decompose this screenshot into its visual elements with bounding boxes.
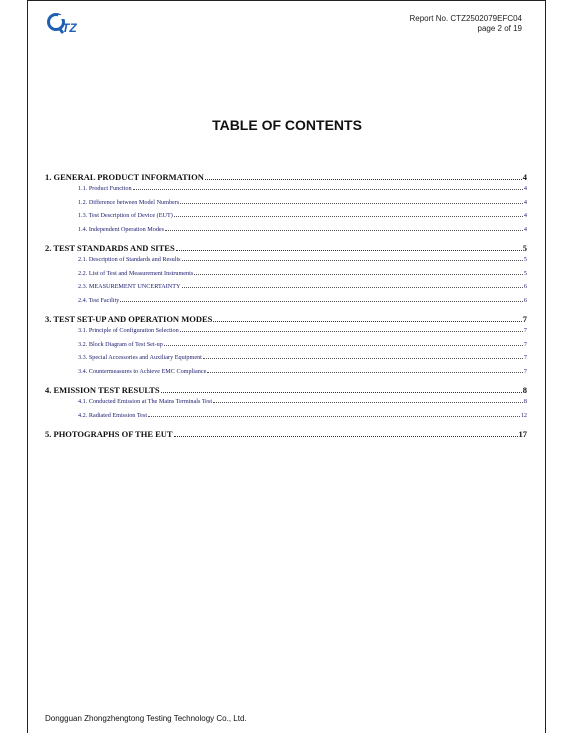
- toc-page: 6: [523, 283, 527, 290]
- company-footer: Dongguan Zhongzhengtong Testing Technology Co., Ltd.: [45, 714, 247, 723]
- dot-leader: [165, 226, 523, 231]
- toc-subsection-3-3[interactable]: [45, 354, 527, 368]
- dot-leader: [194, 270, 523, 275]
- dot-leader: [180, 199, 523, 204]
- toc-subsection-2-1[interactable]: [45, 256, 527, 270]
- dot-leader: [164, 341, 523, 346]
- toc-page: 7: [523, 327, 527, 334]
- toc-page: 4: [523, 212, 527, 219]
- toc-section-3[interactable]: [45, 314, 527, 327]
- toc-label: 4. EMISSION TEST RESULTS: [45, 385, 160, 395]
- toc-label: 1. GENERAL PRODUCT INFORMATION: [45, 172, 204, 182]
- toc-subsection-1-3[interactable]: [45, 212, 527, 226]
- toc-label: 2.4. Test Facility: [78, 296, 120, 304]
- report-number: Report No. CTZ2502079EFC04: [409, 14, 522, 23]
- page-number: page 2 of 19: [477, 24, 522, 33]
- toc-label: 3.2. Block Diagram of Test Set-up: [78, 340, 163, 348]
- toc-section-2[interactable]: [45, 243, 527, 256]
- toc-label: 1.2. Difference between Model Numbers: [78, 198, 180, 206]
- table-of-contents: [45, 172, 527, 442]
- toc-subsection-2-2[interactable]: [45, 270, 527, 284]
- toc-label: 2. TEST STANDARDS AND SITES: [45, 243, 175, 253]
- toc-page: 4: [523, 198, 527, 206]
- dot-leader: [161, 387, 522, 393]
- toc-label: 3. TEST SET-UP AND OPERATION MODES: [45, 314, 213, 324]
- toc-section-4[interactable]: [45, 385, 527, 398]
- toc-subsection-3-1[interactable]: [45, 327, 527, 341]
- toc-page: 7: [523, 354, 527, 361]
- dot-leader: [148, 412, 520, 417]
- toc-subsection-4-2[interactable]: [45, 412, 527, 426]
- toc-label: 4.1. Conducted Emission at The Mains Terminals Test: [78, 398, 213, 405]
- toc-page: 7: [522, 314, 527, 324]
- dot-leader: [182, 283, 523, 288]
- company-logo: [47, 12, 83, 34]
- toc-page: 8: [523, 398, 527, 405]
- toc-page: 5: [523, 269, 527, 277]
- report-header: [410, 14, 523, 34]
- dot-leader: [182, 256, 523, 261]
- toc-page: 12: [520, 411, 527, 419]
- toc-label: 3.4. Countermeasures to Achieve EMC Compliance: [78, 367, 207, 375]
- toc-label: 4.2. Radiated Emission Test: [78, 411, 148, 419]
- toc-subsection-1-2[interactable]: [45, 199, 527, 213]
- toc-page: 7: [523, 340, 527, 348]
- toc-section-5[interactable]: [45, 429, 527, 442]
- dot-leader: [203, 354, 523, 359]
- toc-subsection-2-4[interactable]: [45, 297, 527, 311]
- toc-label: 2.2. List of Test and Measurement Instruments: [78, 269, 194, 277]
- toc-page: 4: [523, 185, 527, 192]
- toc-subsection-3-2[interactable]: [45, 341, 527, 355]
- toc-subsection-2-3[interactable]: [45, 283, 527, 297]
- toc-title: TABLE OF CONTENTS: [212, 117, 362, 133]
- toc-label: 1.1. Product Function: [78, 185, 132, 192]
- svg-text:TZ: TZ: [62, 21, 77, 34]
- dot-leader: [205, 174, 522, 180]
- toc-label: 1.3. Test Description of Device (EUT): [78, 212, 173, 219]
- toc-page: 4: [523, 225, 527, 233]
- toc-label: 1.4. Independent Operation Modes: [78, 225, 165, 233]
- toc-page: 7: [523, 367, 527, 375]
- toc-page: 17: [518, 429, 527, 439]
- toc-page: 5: [522, 243, 527, 253]
- toc-page: 4: [522, 172, 527, 182]
- toc-subsection-1-4[interactable]: [45, 226, 527, 240]
- toc-page: 5: [523, 256, 527, 263]
- toc-page: 6: [523, 296, 527, 304]
- dot-leader: [180, 327, 523, 332]
- toc-label: 2.3. MEASUREMENT UNCERTAINTY: [78, 283, 181, 290]
- dot-leader: [174, 431, 518, 437]
- toc-label: 2.1. Description of Standards and Results: [78, 256, 181, 263]
- toc-subsection-4-1[interactable]: [45, 398, 527, 412]
- toc-label: 5. PHOTOGRAPHS OF THE EUT: [45, 429, 173, 439]
- toc-label: 3.1. Principle of Configuration Selection: [78, 327, 179, 334]
- toc-subsection-3-4[interactable]: [45, 368, 527, 382]
- dot-leader: [207, 368, 523, 373]
- dot-leader: [133, 185, 523, 190]
- dot-leader: [176, 245, 522, 251]
- dot-leader: [213, 316, 521, 322]
- toc-page: 8: [522, 385, 527, 395]
- dot-leader: [174, 212, 523, 217]
- dot-leader: [213, 398, 523, 403]
- toc-section-1[interactable]: [45, 172, 527, 185]
- toc-label: 3.3. Special Accessories and Auxiliary Equipment: [78, 354, 202, 361]
- dot-leader: [120, 297, 523, 302]
- toc-subsection-1-1[interactable]: [45, 185, 527, 199]
